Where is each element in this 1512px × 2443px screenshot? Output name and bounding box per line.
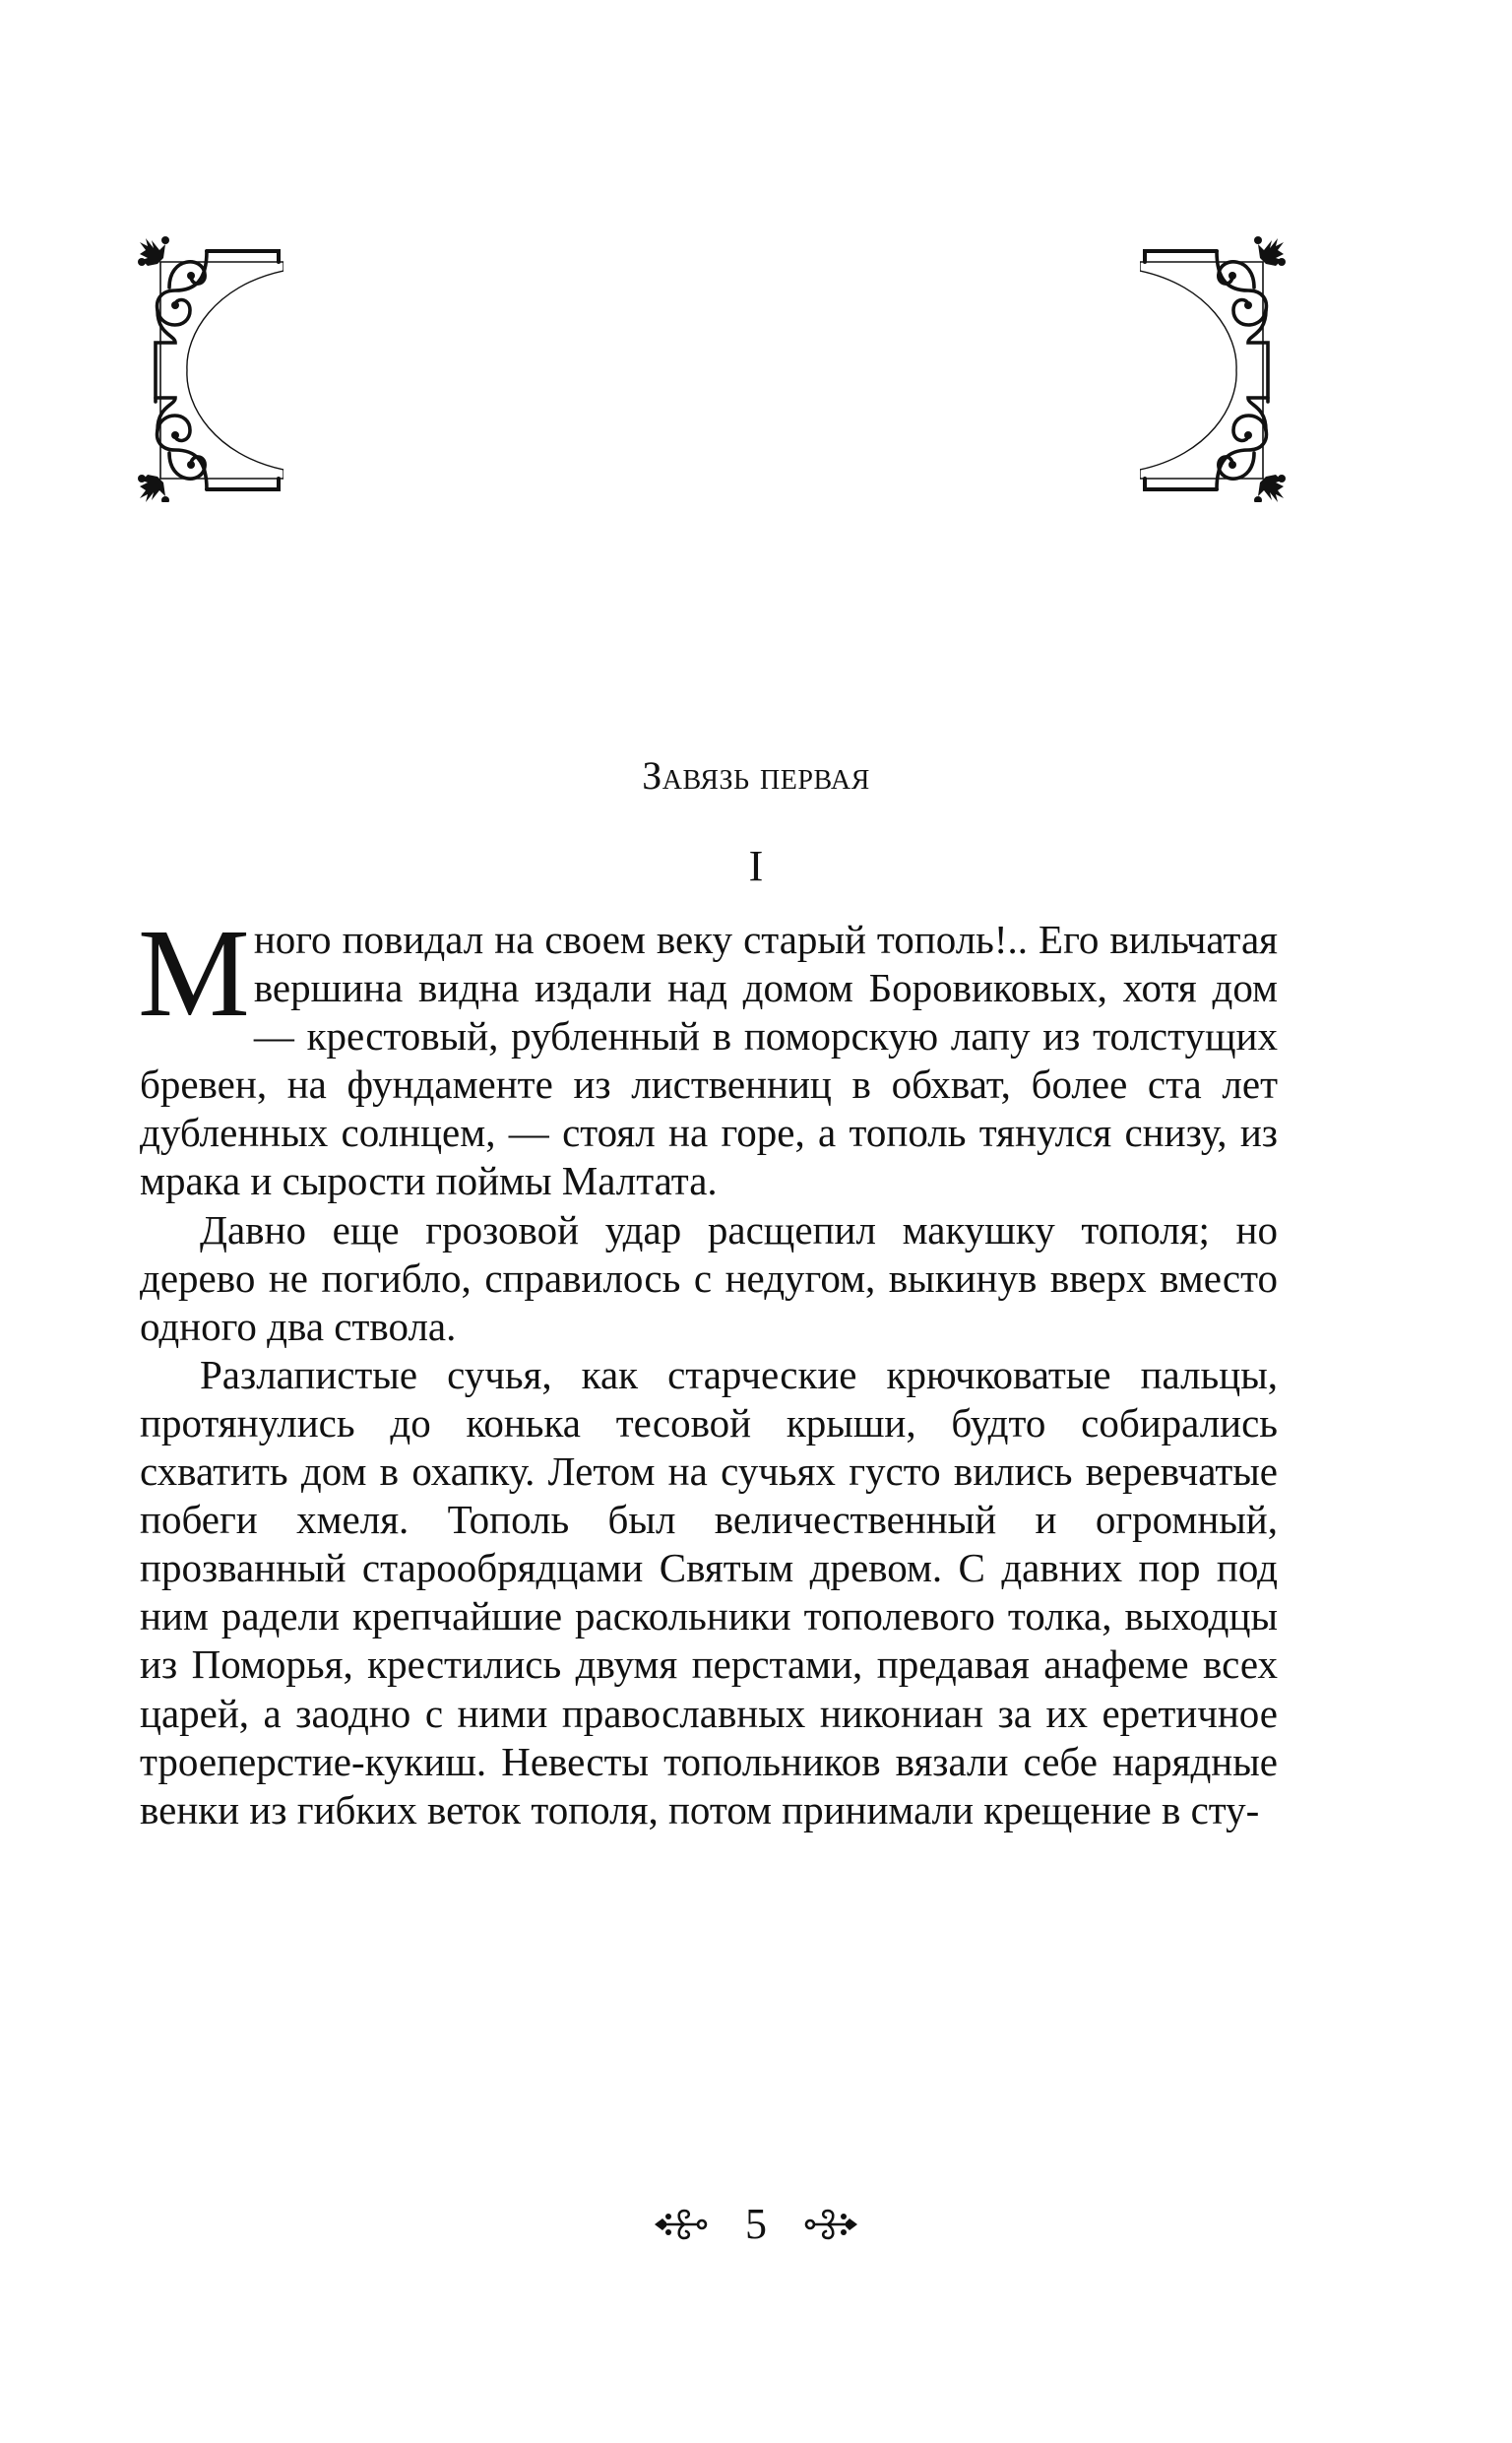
section-number: I	[748, 842, 764, 890]
paragraph-1	[138, 903, 1278, 1206]
corner-arch-ornament-right-icon	[1140, 236, 1288, 502]
corner-arch-ornament-left-icon	[136, 236, 284, 502]
chapter-title: Завязь первая	[642, 753, 870, 798]
fleuron-right-icon	[802, 2205, 857, 2244]
body-text	[138, 903, 1278, 1834]
paragraph-3: Разлапистые сучья, как старческие крючковатые пальцы, протянулись до конька тесовой крыши, будто собирались схватить дом в охапку. Летом на сучьях густо вились веревчатые побеги хмеля. Тополь был величественный и огромный, прозванный старообрядцами Святым древом. С давних пор под ним радели крепчайшие раскольники тополевого толка, выходцы из Поморья, крестились двумя перстами, предавая анафеме всех царей, а заодно с ними православных никониан за их еретичное троеперстие-кукиш. Невесты топольников вязали себе нарядные венки из гибких веток тополя, потом принимали крещение в сту-	[140, 1351, 1278, 1832]
paragraph-2: Давно еще грозовой удар расщепил макушку тополя; но дерево не погибло, справилось с недугом, выкинув вверх вместо одного два ствола.	[140, 1206, 1278, 1349]
page-footer	[0, 2199, 1512, 2249]
paragraph-1-text: ного повидал на своем веку старый тополь!.. Его вильчатая вершина видна издали над домом Боровиковых, хотя дом — крестовый, рубленный в поморскую лапу из толстущих бревен, на фундаменте из лиственниц в обхват, более ста лет дубленных солнцем, — стоял на горе, а тополь тянулся снизу, из мрака и сырости поймы Малтата.	[140, 917, 1278, 1204]
fleuron-left-icon	[655, 2205, 710, 2244]
drop-cap: М	[138, 903, 250, 1043]
page-number: 5	[745, 2200, 767, 2248]
